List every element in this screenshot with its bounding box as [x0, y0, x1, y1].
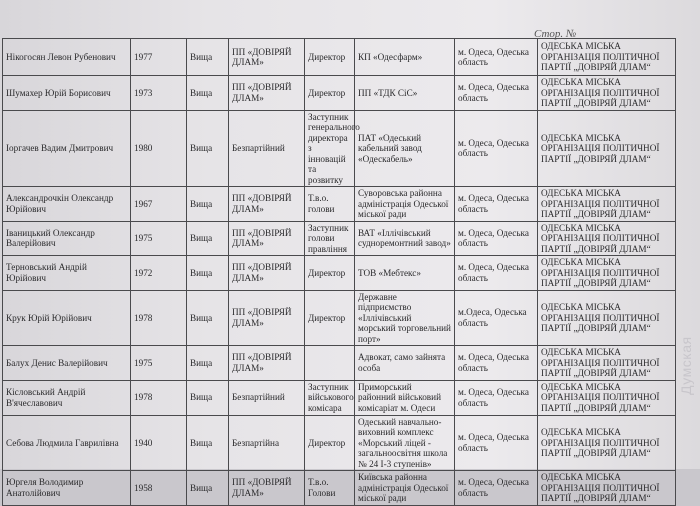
workplace-cell: ВАТ «Іллічівський судноремонтний завод»	[355, 221, 455, 256]
residence-cell: м. Одеса, Одеська область	[455, 110, 538, 187]
position-cell: Заступник генерального директора з інновацій та розвитку	[305, 110, 355, 187]
party-membership-cell: Безпартійний	[229, 380, 305, 415]
candidates-table	[2, 38, 676, 506]
education-cell: Вища	[187, 76, 229, 111]
position-cell: Т.в.о. голови	[305, 187, 355, 222]
table-row	[3, 380, 676, 415]
nominating-party-cell: ОДЕСЬКА МІСЬКА ОРГАНІЗАЦІЯ ПОЛІТИЧНОЇ ПАРТІЇ „ДОВІРЯЙ ДЛАМ“	[538, 346, 676, 381]
party-membership-cell: ПП «ДОВІРЯЙ ДЛАМ»	[229, 187, 305, 222]
residence-cell: м. Одеса, Одеська область	[455, 187, 538, 222]
position-cell: Директор	[305, 256, 355, 291]
workplace-cell: Одеський навчально-виховний комплекс «Морський ліцей - загальноосвітня школа № 24 І-3 ступенів»	[355, 415, 455, 471]
table-row	[3, 256, 676, 291]
candidate-name-cell: Себова Людмила Гаврилівна	[3, 415, 131, 471]
education-cell: Вища	[187, 221, 229, 256]
education-cell: Вища	[187, 380, 229, 415]
table-row	[3, 290, 676, 346]
table-row	[3, 346, 676, 381]
residence-cell: м. Одеса, Одеська область	[455, 39, 538, 76]
residence-cell: м. Одеса, Одеська область	[455, 471, 538, 506]
workplace-cell: Приморський районний військовий комісаріат м. Одеси	[355, 380, 455, 415]
nominating-party-cell: ОДЕСЬКА МІСЬКА ОРГАНІЗАЦІЯ ПОЛІТИЧНОЇ ПАРТІЇ „ДОВІРЯЙ ДЛАМ“	[538, 39, 676, 76]
table-body	[3, 39, 676, 506]
education-cell: Вища	[187, 187, 229, 222]
party-membership-cell: ПП «ДОВІРЯЙ ДЛАМ»	[229, 256, 305, 291]
table-row	[3, 187, 676, 222]
education-cell: Вища	[187, 39, 229, 76]
table-row	[3, 471, 676, 506]
candidate-name-cell: Балух Денис Валерійович	[3, 346, 131, 381]
page-number-label: Стор. №	[534, 28, 577, 40]
residence-cell: м. Одеса, Одеська область	[455, 76, 538, 111]
table-row	[3, 110, 676, 187]
education-cell: Вища	[187, 256, 229, 291]
position-cell: Директор	[305, 290, 355, 346]
birth-year-cell: 1975	[131, 221, 187, 256]
party-membership-cell: ПП «ДОВІРЯЙ ДЛАМ»	[229, 39, 305, 76]
birth-year-cell: 1958	[131, 471, 187, 506]
position-cell	[305, 346, 355, 381]
residence-cell: м. Одеса, Одеська область	[455, 415, 538, 471]
education-cell: Вища	[187, 110, 229, 187]
workplace-cell: КП «Одесфарм»	[355, 39, 455, 76]
party-membership-cell: ПП «ДОВІРЯЙ ДЛАМ»	[229, 346, 305, 381]
table-row	[3, 39, 676, 76]
workplace-cell: ПАТ «Одеський кабельний завод «Одескабель»	[355, 110, 455, 187]
position-cell: Заступник голови правління	[305, 221, 355, 256]
position-cell: Заступник військового комісара	[305, 380, 355, 415]
residence-cell: м. Одеса, Одеська область	[455, 256, 538, 291]
candidate-name-cell: Юргеля Володимир Анатолійович	[3, 471, 131, 506]
workplace-cell: Державне підприємство «Іллічівський морський торговельний порт»	[355, 290, 455, 346]
education-cell: Вища	[187, 471, 229, 506]
birth-year-cell: 1940	[131, 415, 187, 471]
nominating-party-cell: ОДЕСЬКА МІСЬКА ОРГАНІЗАЦІЯ ПОЛІТИЧНОЇ ПАРТІЇ „ДОВІРЯЙ ДЛАМ“	[538, 256, 676, 291]
party-membership-cell: ПП «ДОВІРЯЙ ДЛАМ»	[229, 221, 305, 256]
party-membership-cell: ПП «ДОВІРЯЙ ДЛАМ»	[229, 76, 305, 111]
position-cell: Т.в.о. Голови	[305, 471, 355, 506]
birth-year-cell: 1980	[131, 110, 187, 187]
position-cell: Директор	[305, 76, 355, 111]
birth-year-cell: 1978	[131, 290, 187, 346]
candidate-name-cell: Іоргачев Вадим Дмитрович	[3, 110, 131, 187]
watermark: Думская	[678, 336, 694, 395]
residence-cell: м. Одеса, Одеська область	[455, 380, 538, 415]
workplace-cell: ТОВ «Мебтекс»	[355, 256, 455, 291]
birth-year-cell: 1975	[131, 346, 187, 381]
nominating-party-cell: ОДЕСЬКА МІСЬКА ОРГАНІЗАЦІЯ ПОЛІТИЧНОЇ ПАРТІЇ „ДОВІРЯЙ ДЛАМ“	[538, 290, 676, 346]
residence-cell: м. Одеса, Одеська область	[455, 221, 538, 256]
party-membership-cell: ПП «ДОВІРЯЙ ДЛАМ»	[229, 290, 305, 346]
candidate-name-cell: Крук Юрій Юрійович	[3, 290, 131, 346]
candidate-name-cell: Кісловський Андрій В'ячеславович	[3, 380, 131, 415]
candidate-name-cell: Шумахер Юрій Борисович	[3, 76, 131, 111]
workplace-cell: Суворовська районна адміністрація Одеської міської ради	[355, 187, 455, 222]
candidate-name-cell: Терновський Андрій Юрійович	[3, 256, 131, 291]
birth-year-cell: 1967	[131, 187, 187, 222]
birth-year-cell: 1972	[131, 256, 187, 291]
birth-year-cell: 1977	[131, 39, 187, 76]
residence-cell: м.Одеса, Одеська область	[455, 290, 538, 346]
table-row	[3, 76, 676, 111]
nominating-party-cell: ОДЕСЬКА МІСЬКА ОРГАНІЗАЦІЯ ПОЛІТИЧНОЇ ПАРТІЇ „ДОВІРЯЙ ДЛАМ“	[538, 187, 676, 222]
candidate-name-cell: Нікогосян Левон Рубенович	[3, 39, 131, 76]
candidate-name-cell: Іваницький Олександр Валерійович	[3, 221, 131, 256]
education-cell: Вища	[187, 346, 229, 381]
nominating-party-cell: ОДЕСЬКА МІСЬКА ОРГАНІЗАЦІЯ ПОЛІТИЧНОЇ ПАРТІЇ „ДОВІРЯЙ ДЛАМ“	[538, 415, 676, 471]
education-cell: Вища	[187, 415, 229, 471]
party-membership-cell: Безпартійний	[229, 110, 305, 187]
workplace-cell: Адвокат, само зайнята особа	[355, 346, 455, 381]
nominating-party-cell: ОДЕСЬКА МІСЬКА ОРГАНІЗАЦІЯ ПОЛІТИЧНОЇ ПАРТІЇ „ДОВІРЯЙ ДЛАМ“	[538, 76, 676, 111]
candidate-name-cell: Александрочкін Олександр Юрійович	[3, 187, 131, 222]
party-membership-cell: ПП «ДОВІРЯЙ ДЛАМ»	[229, 471, 305, 506]
nominating-party-cell: ОДЕСЬКА МІСЬКА ОРГАНІЗАЦІЯ ПОЛІТИЧНОЇ ПАРТІЇ „ДОВІРЯЙ ДЛАМ“	[538, 110, 676, 187]
nominating-party-cell: ОДЕСЬКА МІСЬКА ОРГАНІЗАЦІЯ ПОЛІТИЧНОЇ ПАРТІЇ „ДОВІРЯЙ ДЛАМ“	[538, 471, 676, 506]
position-cell: Директор	[305, 415, 355, 471]
position-cell: Директор	[305, 39, 355, 76]
birth-year-cell: 1973	[131, 76, 187, 111]
birth-year-cell: 1978	[131, 380, 187, 415]
workplace-cell: ПП «ТДК СіС»	[355, 76, 455, 111]
nominating-party-cell: ОДЕСЬКА МІСЬКА ОРГАНІЗАЦІЯ ПОЛІТИЧНОЇ ПАРТІЇ „ДОВІРЯЙ ДЛАМ“	[538, 380, 676, 415]
nominating-party-cell: ОДЕСЬКА МІСЬКА ОРГАНІЗАЦІЯ ПОЛІТИЧНОЇ ПАРТІЇ „ДОВІРЯЙ ДЛАМ“	[538, 221, 676, 256]
party-membership-cell: Безпартійна	[229, 415, 305, 471]
workplace-cell: Київська районна адміністрація Одеської міської ради	[355, 471, 455, 506]
education-cell: Вища	[187, 290, 229, 346]
residence-cell: м. Одеса, Одеська область	[455, 346, 538, 381]
table-row	[3, 221, 676, 256]
table-row	[3, 415, 676, 471]
